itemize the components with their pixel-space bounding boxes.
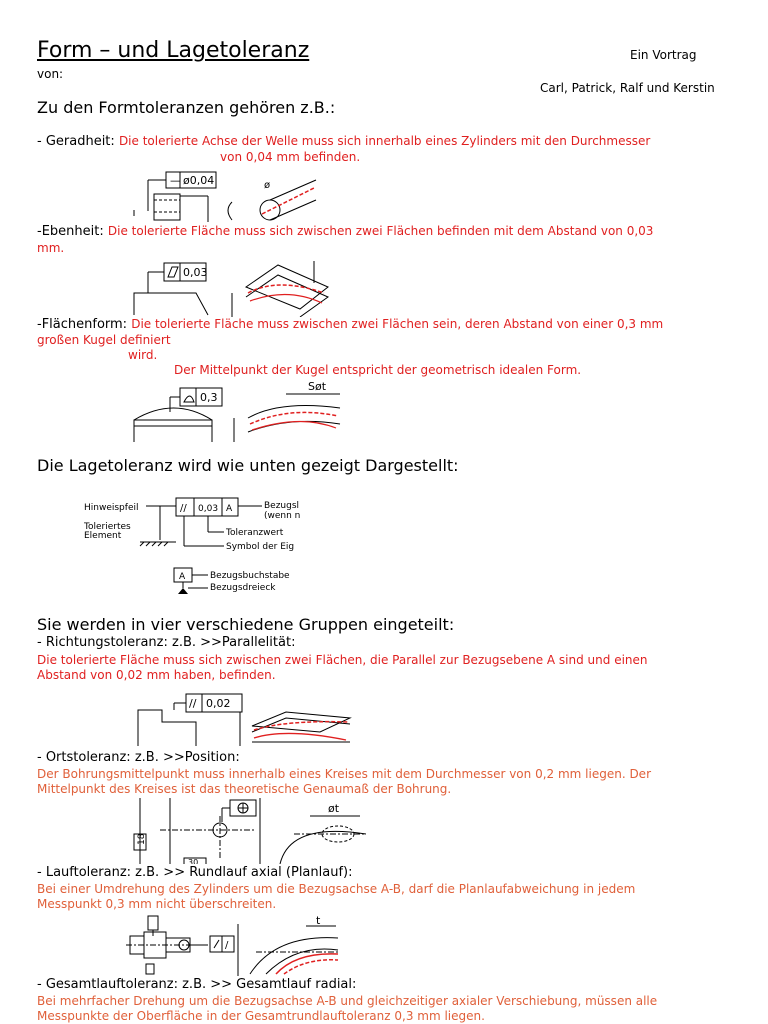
richtung-text-2: Abstand von 0,02 mm haben, befinden.	[37, 668, 276, 682]
orts-text-2: Mittelpunkt des Kreises ist das theoretische Genaumaß der Bohrung.	[37, 782, 452, 796]
von-label: von:	[37, 67, 64, 81]
svg-text:—: —	[170, 174, 181, 187]
ebenheit-text: Die tolerierte Fläche muss sich zwischen zwei Flächen befinden mit dem Abstand von 0,03	[107, 224, 654, 238]
ebenheit-frame-value: 0,03	[183, 266, 208, 279]
lauf-text-1: Bei einer Umdrehung des Zylinders um die Bezugsachse A-B, darf die Planlaufabweichung in jedem	[37, 882, 636, 896]
flaechenform-fig-label: Søt	[308, 380, 327, 393]
svg-text://: //	[180, 503, 187, 514]
richtung-frame-value: 0,02	[206, 697, 231, 710]
lauf-fig-label: t	[316, 914, 321, 927]
geradheit-label: - Geradheit:	[37, 134, 115, 149]
bezugsdreieck-label: Bezugsdreieck	[210, 583, 276, 593]
svg-text:/: /	[225, 940, 229, 951]
orts-label: - Ortstoleranz: z.B. >>Position:	[37, 750, 240, 765]
lage-frame-value: 0,03	[198, 504, 219, 514]
authors: Carl, Patrick, Ralf und Kerstin	[540, 81, 715, 95]
gesamtlauf-text-1: Bei mehrfacher Drehung um die Bezugsachse A-B und gleichzeitiger axialer Verschiebung, müssen alle	[37, 994, 658, 1008]
flaechenform-text: Die tolerierte Fläche muss zwischen zwei Flächen sein, deren Abstand von einer 0,3 mm	[131, 317, 664, 331]
orts-text-1: Der Bohrungsmittelpunkt muss innerhalb eines Kreises mit dem Durchmesser von 0,2 mm liegen. Der	[37, 767, 651, 781]
gesamtlauf-label: - Gesamtlauftoleranz: z.B. >> Gesamtlauf radial:	[37, 977, 357, 992]
svg-text://: //	[189, 697, 197, 710]
richtung-figure	[136, 688, 354, 746]
orts-dim-2: 30	[188, 858, 199, 864]
bezugs-label-2: (wenn n	[264, 511, 301, 521]
geradheit-figure	[128, 166, 318, 224]
ebenheit-text-2: mm.	[37, 241, 65, 255]
richtung-text-1: Die tolerierte Fläche muss sich zwischen zwei Flächen, die Parallel zur Bezugsebene A sind und einen	[37, 653, 648, 667]
symbol-label: Symbol der Eig	[226, 542, 295, 552]
ebenheit-row	[37, 224, 653, 239]
flaechenform-label: -Flächenform:	[37, 317, 128, 332]
toleranzwert-label: Toleranzwert	[226, 528, 284, 538]
lage-heading: Die Lagetoleranz wird wie unten gezeigt Dargestellt:	[37, 456, 459, 475]
lage-frame-ref: A	[226, 504, 233, 514]
flaechenform-text-2: großen Kugel definiert	[37, 333, 171, 347]
flaechenform-text-3: wird.	[128, 348, 158, 362]
gesamtlauf-text-2: Messpunkte der Oberfläche in der Gesamtrundlauftoleranz 0,3 mm liegen.	[37, 1009, 485, 1023]
geradheit-text-2: von 0,04 mm befinden.	[220, 150, 361, 164]
toleriertes-label-1: Toleriertes	[84, 522, 131, 532]
geradheit-text: Die tolerierte Achse der Welle muss sich innerhalb eines Zylinders mit den Durchmesser	[118, 134, 651, 148]
bezugs-label-1: Bezugsl	[264, 501, 300, 511]
flaechenform-figure	[130, 378, 345, 442]
flaechenform-text-4: Der Mittelpunkt der Kugel entspricht der geometrisch idealen Form.	[174, 363, 582, 377]
lauf-label: - Lauftoleranz: z.B. >> Rundlauf axial (Planlauf):	[37, 865, 353, 880]
lauf-figure	[126, 914, 344, 976]
groups-heading: Sie werden in vier verschiedene Gruppen eingeteilt:	[37, 615, 455, 634]
hinweispfeil-label: Hinweispfeil	[84, 503, 139, 513]
orts-figure	[130, 798, 366, 864]
svg-text:ø: ø	[264, 180, 271, 191]
orts-dim-1: 18	[137, 833, 147, 845]
page-title: Form – und Lagetoleranz	[37, 38, 310, 63]
bezugsbuchstabe-label: Bezugsbuchstabe	[210, 571, 290, 581]
ebenheit-label: -Ebenheit:	[37, 224, 104, 239]
form-heading: Zu den Formtoleranzen gehören z.B.:	[37, 98, 336, 117]
flaechenform-row	[37, 317, 663, 332]
orts-fig-label: øt	[328, 802, 340, 815]
subtitle-right: Ein Vortrag	[630, 48, 697, 62]
ebenheit-figure	[128, 257, 338, 317]
svg-text:A: A	[179, 572, 186, 582]
geradheit-frame-value: ø0,04	[183, 174, 215, 187]
richtung-label: - Richtungstoleranz: z.B. >>Parallelität:	[37, 635, 296, 650]
geradheit-row	[37, 134, 650, 149]
flaechenform-frame-value: 0,3	[200, 391, 218, 404]
lage-diagram	[84, 496, 306, 596]
lauf-text-2: Messpunkt 0,3 mm nicht überschreiten.	[37, 897, 277, 911]
toleriertes-label-2: Element	[84, 531, 122, 541]
